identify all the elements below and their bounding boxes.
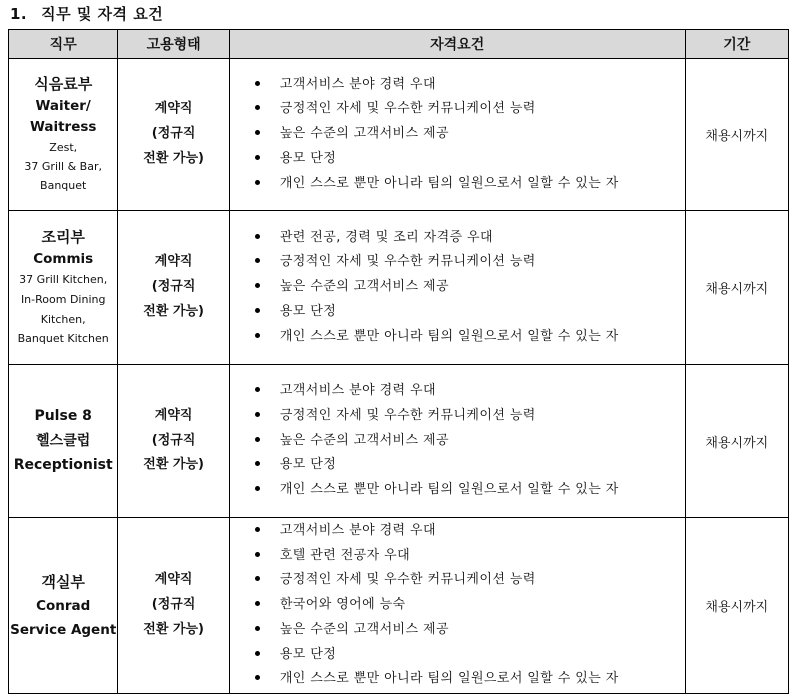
- job-location: Kitchen,: [40, 312, 86, 326]
- requirement-item: 고객서비스 분야 경력 우대: [244, 73, 685, 98]
- job-title-en: Receptionist: [13, 457, 113, 474]
- employment-type: 계약직: [154, 572, 193, 588]
- requirement-item: 높은 수준의 고객서비스 제공: [244, 275, 685, 300]
- job-title-kr: 조리부: [41, 227, 85, 246]
- bullet-icon: [255, 601, 260, 606]
- requirement-item: 개인 스스로 뿐만 아니라 팀의 일원으로서 일할 수 있는 자: [244, 667, 685, 692]
- bullet-icon: [255, 130, 260, 135]
- employment-type: 계약직: [154, 407, 193, 423]
- job-title-kr: 객실부: [41, 572, 85, 591]
- bullet-icon: [255, 81, 260, 86]
- period-cell: 채용시까지: [685, 59, 788, 211]
- table-row: [9, 365, 789, 518]
- requirements-cell: [229, 518, 685, 694]
- job-title-en: Waitress: [29, 118, 97, 135]
- period-cell: 채용시까지: [685, 211, 788, 365]
- bullet-icon: [255, 387, 260, 392]
- job-cell: [9, 365, 118, 518]
- employment-note: 전환 가능): [143, 621, 204, 637]
- bullet-icon: [255, 283, 260, 288]
- bullet-icon: [255, 675, 260, 680]
- requirement-item: 용모 단정: [244, 147, 685, 172]
- requirement-item: 고객서비스 분야 경력 우대: [244, 519, 685, 544]
- job-title-kr: 헬스클럽: [36, 432, 91, 449]
- requirements-cell: [229, 365, 685, 518]
- requirement-item: 호텔 관련 전공자 우대: [244, 544, 685, 569]
- header-job: 직무: [9, 30, 118, 59]
- bullet-icon: [255, 412, 260, 417]
- bullet-icon: [255, 626, 260, 631]
- bullet-icon: [255, 234, 260, 239]
- section-title: 직무 및 자격 요건: [41, 5, 164, 23]
- bullet-icon: [255, 258, 260, 263]
- bullet-icon: [255, 437, 260, 442]
- requirement-item: 용모 단정: [244, 643, 685, 668]
- job-location: 37 Grill Kitchen,: [19, 272, 108, 286]
- bullet-icon: [255, 527, 260, 532]
- bullet-icon: [255, 308, 260, 313]
- section-number: 1.: [10, 5, 28, 23]
- requirement-item: 높은 수준의 고객서비스 제공: [244, 122, 685, 147]
- employment-note: (정규직: [151, 279, 196, 295]
- requirement-item: 높은 수준의 고객서비스 제공: [244, 618, 685, 643]
- job-location: Banquet Kitchen: [17, 332, 109, 346]
- bullet-icon: [255, 552, 260, 557]
- employment-note: 전환 가능): [143, 303, 204, 319]
- section-heading: [10, 3, 163, 24]
- job-title-kr: 식음료부: [34, 74, 93, 93]
- job-cell: [9, 211, 118, 365]
- job-location: Banquet: [40, 179, 87, 193]
- header-requirements: 자격요건: [229, 30, 685, 59]
- job-title-en: Waiter/: [35, 98, 91, 115]
- table-row: [9, 211, 789, 365]
- job-title-en: Pulse 8: [34, 408, 92, 425]
- job-cell: [9, 59, 118, 211]
- employment-note: (정규직: [151, 432, 196, 448]
- requirement-item: 개인 스스로 뿐만 아니라 팀의 일원으로서 일할 수 있는 자: [244, 325, 685, 350]
- employment-type: 계약직: [154, 254, 193, 270]
- requirement-item: 용모 단정: [244, 300, 685, 325]
- header-employment-type: 고용형태: [118, 30, 229, 59]
- bullet-icon: [255, 105, 260, 110]
- bullet-icon: [255, 333, 260, 338]
- job-title-en: Commis: [33, 251, 94, 268]
- requirement-item: 고객서비스 분야 경력 우대: [244, 379, 685, 404]
- requirement-item: 관련 전공, 경력 및 조리 자격증 우대: [244, 226, 685, 251]
- employment-type: 계약직: [154, 101, 193, 117]
- table-row: [9, 59, 789, 211]
- employment-cell: [118, 518, 229, 694]
- bullet-icon: [255, 180, 260, 185]
- requirement-item: 긍정적인 자세 및 우수한 커뮤니케이션 능력: [244, 568, 685, 593]
- bullet-icon: [255, 651, 260, 656]
- bullet-icon: [255, 461, 260, 466]
- table-row: [9, 518, 789, 694]
- header-period: 기간: [685, 30, 788, 59]
- requirement-item: 높은 수준의 고객서비스 제공: [244, 429, 685, 454]
- requirement-item: 긍정적인 자세 및 우수한 커뮤니케이션 능력: [244, 404, 685, 429]
- job-location: In-Room Dining: [20, 292, 106, 306]
- employment-note: 전환 가능): [143, 457, 204, 473]
- job-cell: [9, 518, 118, 694]
- requirement-item: 개인 스스로 뿐만 아니라 팀의 일원으로서 일할 수 있는 자: [244, 172, 685, 197]
- period-cell: 채용시까지: [685, 518, 788, 694]
- period-cell: 채용시까지: [685, 365, 788, 518]
- table-header-row: [9, 30, 789, 59]
- job-location: Zest,: [49, 140, 78, 154]
- employment-note: (정규직: [151, 126, 196, 142]
- requirement-item: 긍정적인 자세 및 우수한 커뮤니케이션 능력: [244, 250, 685, 275]
- job-location: 37 Grill & Bar,: [24, 159, 102, 173]
- job-title-en: Conrad: [36, 598, 91, 614]
- bullet-icon: [255, 486, 260, 491]
- requirements-cell: [229, 211, 685, 365]
- job-requirements-table: [8, 29, 789, 694]
- requirement-item: 개인 스스로 뿐만 아니라 팀의 일원으로서 일할 수 있는 자: [244, 478, 685, 503]
- job-title-en: Service Agent: [10, 621, 117, 638]
- bullet-icon: [255, 155, 260, 160]
- requirement-item: 한국어와 영어에 능숙: [244, 593, 685, 618]
- requirements-cell: [229, 59, 685, 211]
- employment-note: 전환 가능): [143, 150, 204, 166]
- employment-cell: [118, 59, 229, 211]
- requirement-item: 긍정적인 자세 및 우수한 커뮤니케이션 능력: [244, 97, 685, 122]
- employment-cell: [118, 365, 229, 518]
- requirement-item: 용모 단정: [244, 453, 685, 478]
- bullet-icon: [255, 576, 260, 581]
- employment-cell: [118, 211, 229, 365]
- employment-note: (정규직: [151, 597, 196, 613]
